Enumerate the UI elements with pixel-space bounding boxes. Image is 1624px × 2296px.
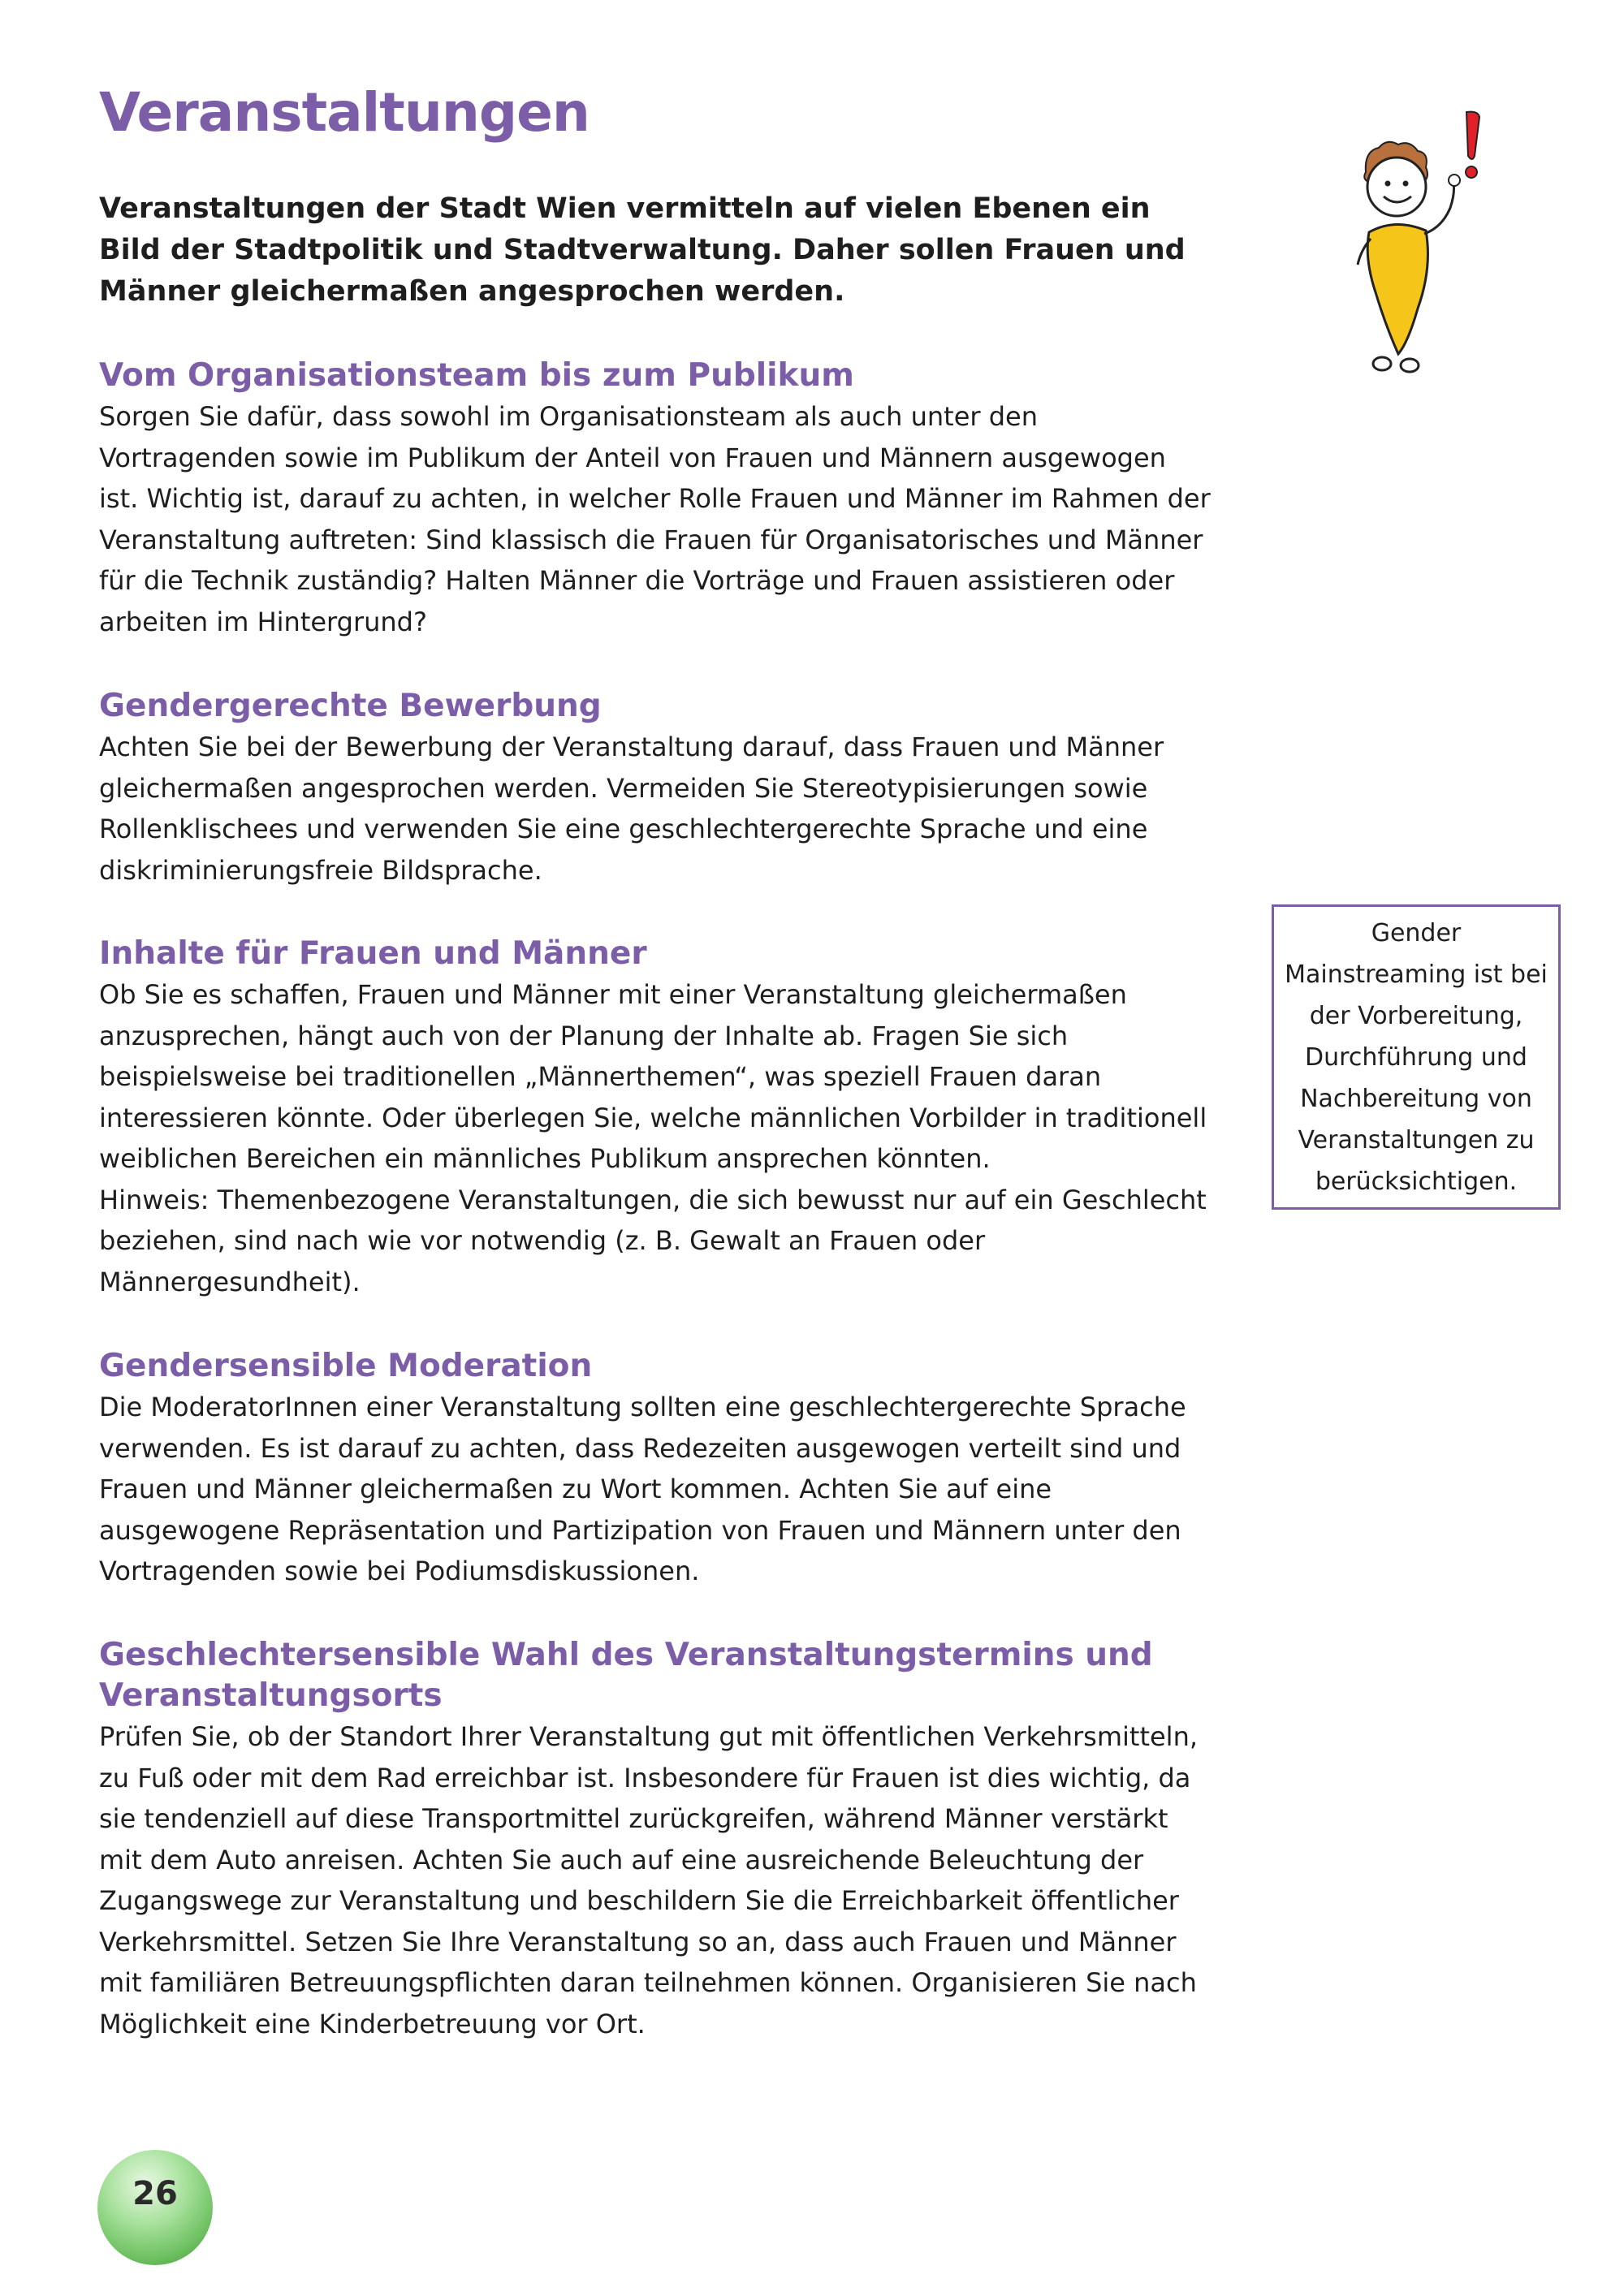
section-heading: Gendersensible Moderation	[99, 1348, 593, 1384]
section-heading: Geschlechtersensible Wahl des Veranstaltungstermins und Veranstaltungsorts	[99, 1637, 1153, 1714]
section-veranstaltungsort	[99, 1635, 1212, 2044]
section-body: Achten Sie bei der Bewerbung der Veranstaltung darauf, dass Frauen und Männer gleichermaßen angesprochen werden. Vermeiden Sie Stereotypisierungen sowie Rollenklischees und verwenden Sie eine geschlechtergerechte Sprache und eine diskriminierungsfreie Bildsprache.	[99, 732, 1164, 886]
mascot-illustration	[1340, 106, 1502, 390]
section-body: Sorgen Sie dafür, dass sowohl im Organisationsteam als auch unter den Vortragenden sowie im Publikum der Anteil von Frauen und Männern ausgewogen ist. Wichtig ist, darauf zu achten, in welcher Rolle Frauen und Männer im Rahmen der Veranstaltung auftreten: Sind klassisch die Frauen für Organisatorisches und Männer für die Technik zuständig? Halten Männer die Vorträge und Frauen assistieren oder arbeiten im Hintergrund?	[99, 401, 1211, 637]
section-bewerbung	[99, 686, 1212, 891]
section-organisationsteam	[99, 356, 1212, 642]
page-number: 26	[132, 2175, 178, 2212]
section-body: Prüfen Sie, ob der Standort Ihrer Veranstaltung gut mit öffentlichen Verkehrsmitteln, zu Fuß oder mit dem Rad erreichbar ist. Insbesondere für Frauen ist dies wichtig, da sie tendenziell auf diese Transportmittel zurückgreifen, während Männer verstärkt mit dem Auto anreisen. Achten Sie auch auf eine ausreichende Beleuchtung der Zugangswege zur Veranstaltung und beschildern Sie die Erreichbarkeit öffentlicher Verkehrsmittel. Setzen Sie Ihre Veranstaltung so an, dass auch Frauen und Männer mit familiären Betreuungspflichten daran teilnehmen können. Organisieren Sie nach Möglichkeit eine Kinderbetreuung vor Ort.	[99, 1721, 1199, 2039]
sidebar-note-box	[1272, 904, 1561, 1210]
exclamation-icon	[1466, 112, 1479, 178]
section-moderation	[99, 1346, 1212, 1592]
section-body: Die ModeratorInnen einer Veranstaltung sollten eine geschlechtergerechte Sprache verwenden. Es ist darauf zu achten, dass Redezeiten ausgewogen verteilt sind und Frauen und Männer gleichermaßen zu Wort kommen. Achten Sie auf eine ausgewogene Repräsentation und Partizipation von Frauen und Männern unter den Vortragenden sowie bei Podiumsdiskussionen.	[99, 1392, 1186, 1586]
intro-paragraph: Veranstaltungen der Stadt Wien vermitteln auf vielen Ebenen ein Bild der Stadtpolitik und Stadtverwaltung. Daher sollen Frauen und Männer gleichermaßen angesprochen werden.	[99, 192, 1186, 308]
sidebar-note: Gender Mainstreaming ist bei der Vorbereitung, Durchführung und Nachbereitung von Veranstaltungen zu berücksichtigen.	[1285, 918, 1548, 1196]
section-heading: Gendergerechte Bewerbung	[99, 688, 602, 724]
page-title: Veranstaltungen	[99, 81, 590, 144]
section-inhalte	[99, 934, 1212, 1302]
section-note: Hinweis: Themenbezogene Veranstaltungen, die sich bewusst nur auf ein Geschlecht beziehen, sind nach wie vor notwendig (z. B. Gewalt an Frauen oder Männergesundheit).	[99, 1184, 1207, 1297]
section-body: Ob Sie es schaffen, Frauen und Männer mit einer Veranstaltung gleichermaßen anzusprechen, hängt auch von der Planung der Inhalte ab. Fragen Sie sich beispielsweise bei traditionellen „Männerthemen“, was speziell Frauen daran interessieren könnte. Oder überlegen Sie, welche männlichen Vorbilder in traditionell weiblichen Bereichen ein männliches Publikum ansprechen könnten.	[99, 979, 1207, 1174]
section-heading: Vom Organisationsteam bis zum Publikum	[99, 357, 854, 394]
section-heading: Inhalte für Frauen und Männer	[99, 935, 647, 972]
page-number-badge	[97, 2150, 213, 2265]
